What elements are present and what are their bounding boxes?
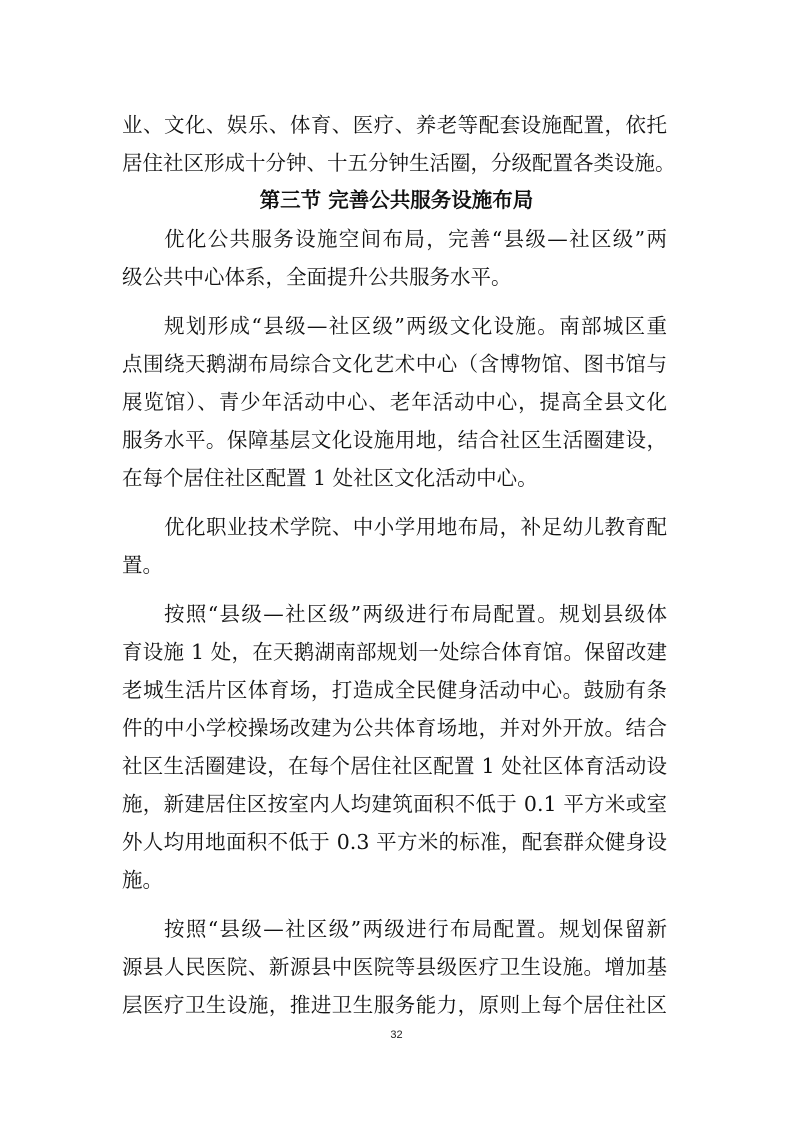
paragraph-line: 育设施 1 处，在天鹅湖南部规划一处综合体育馆。保留改建 [122, 640, 667, 664]
paragraph-line: 置。 [122, 553, 163, 577]
paragraph-line: 服务水平。保障基层文化设施用地，结合社区生活圈建设， [122, 428, 667, 452]
paragraph-line: 点围绕天鹅湖布局综合文化艺术中心（含博物馆、图书馆与 [122, 352, 667, 376]
paragraph-line: 按照“县级—社区级”两级进行布局配置。规划县级体 [164, 602, 667, 626]
paragraph-line: 优化职业技术学院、中小学用地布局，补足幼儿教育配 [164, 515, 667, 539]
paragraph-line: 业、文化、娱乐、体育、医疗、养老等配套设施配置，依托 [122, 113, 667, 137]
paragraph-line: 层医疗卫生设施，推进卫生服务能力，原则上每个居住社区 [122, 993, 667, 1017]
paragraph-line: 源县人民医院、新源县中医院等县级医疗卫生设施。增加基 [122, 955, 667, 979]
paragraph-line: 级公共中心体系，全面提升公共服务水平。 [122, 265, 512, 289]
paragraph-line: 件的中小学校操场改建为公共体育场地，并对外开放。结合 [122, 716, 667, 740]
section-heading: 第三节 完善公共服务设施布局 [259, 188, 534, 212]
paragraph-line: 在每个居住社区配置 1 处社区文化活动中心。 [122, 466, 538, 490]
paragraph-line: 外人均用地面积不低于 0.3 平方米的标准，配套群众健身设 [122, 830, 667, 854]
paragraph-line: 规划形成“县级—社区级”两级文化设施。南部城区重 [164, 314, 667, 338]
paragraph-line: 老城生活片区体育场，打造成全民健身活动中心。鼓励有条 [122, 678, 667, 702]
paragraph-line: 社区生活圈建设，在每个居住社区配置 1 处社区体育活动设 [122, 754, 667, 778]
paragraph-line: 优化公共服务设施空间布局，完善“县级—社区级”两 [164, 227, 667, 251]
paragraph-line: 施。 [122, 868, 163, 892]
paragraph-line: 展览馆）、青少年活动中心、老年活动中心，提高全县文化 [122, 390, 667, 414]
paragraph-line: 居住社区形成十分钟、十五分钟生活圈，分级配置各类设施。 [122, 151, 676, 175]
paragraph-line: 按照“县级—社区级”两级进行布局配置。规划保留新 [164, 917, 667, 941]
page-number: 32 [390, 1029, 403, 1041]
paragraph-line: 施，新建居住区按室内人均建筑面积不低于 0.1 平方米或室 [122, 792, 667, 816]
